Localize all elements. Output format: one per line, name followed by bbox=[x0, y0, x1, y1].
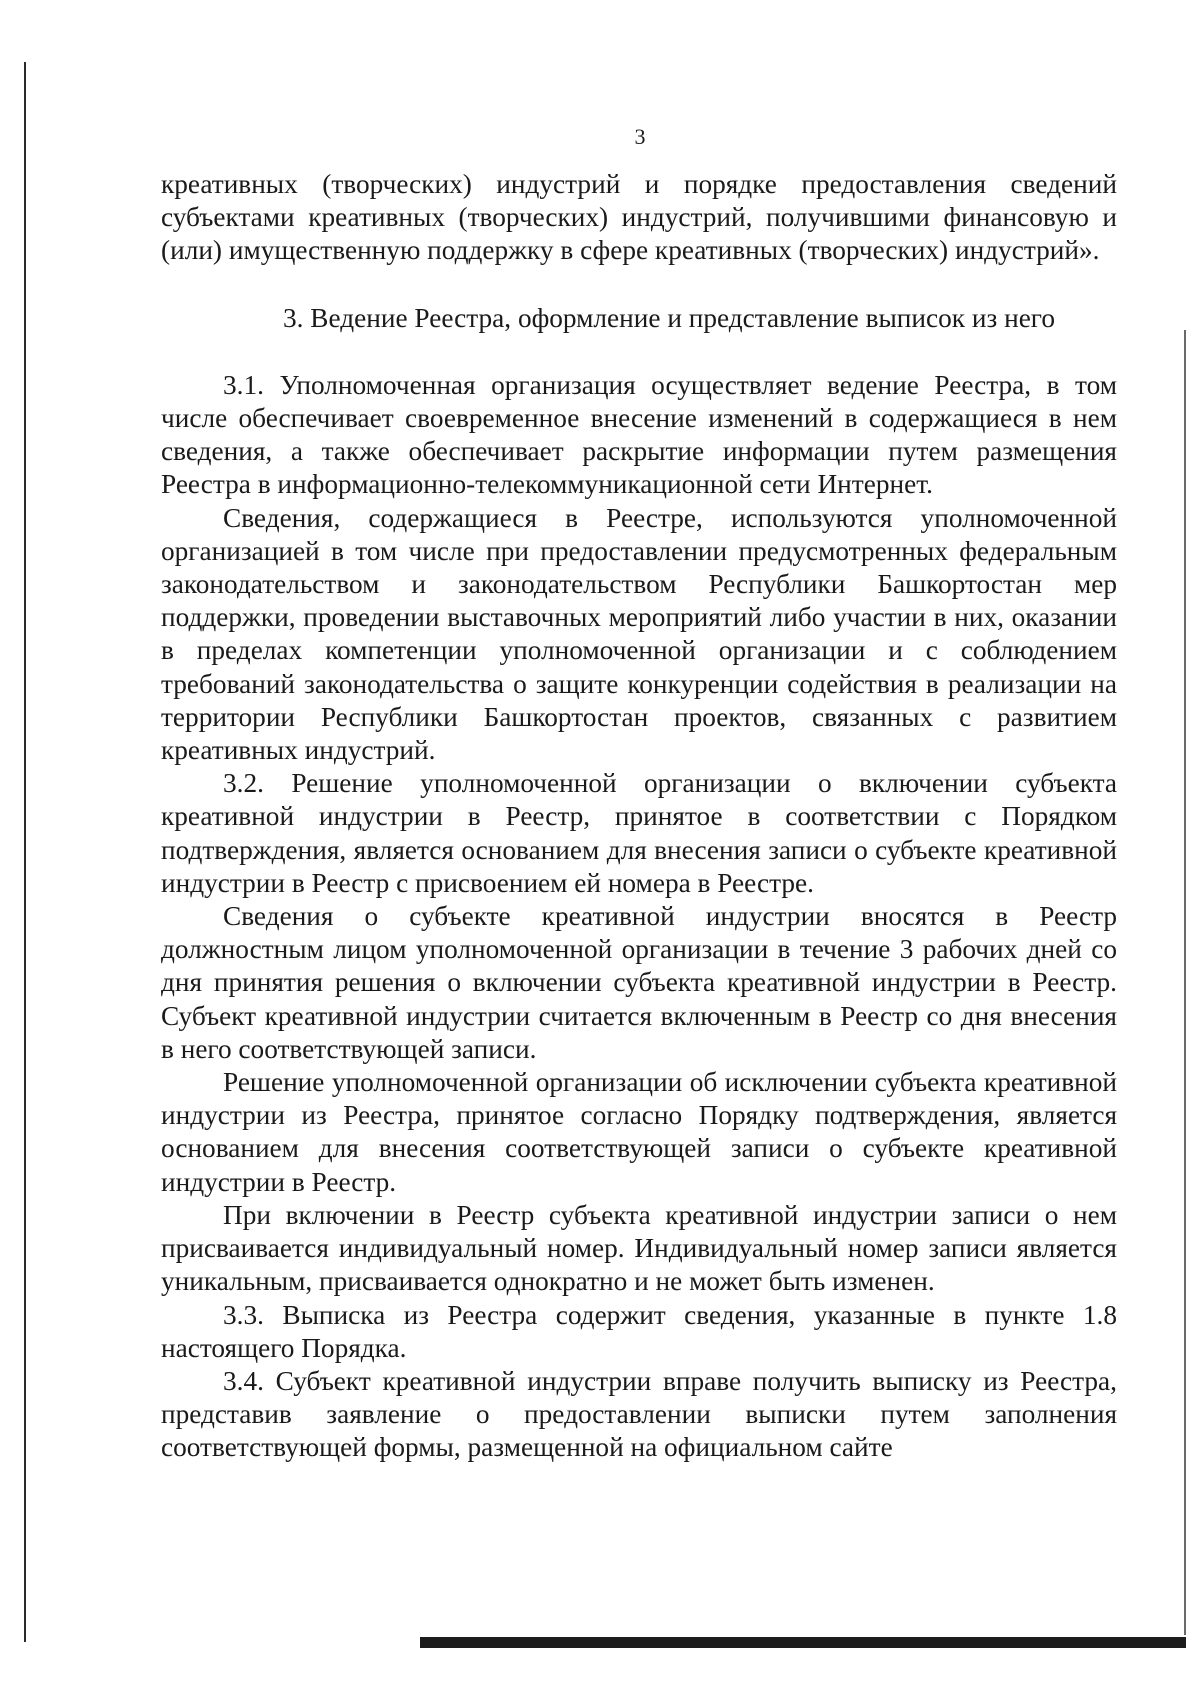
scan-border-bottom bbox=[420, 1637, 1186, 1648]
paragraph-3-2-c: Решение уполномоченной организации об исключении субъекта креативной индустрии из Реестра, принятое согласно Порядку подтверждения, является основанием для внесения соответствующей записи о субъекте креативной индустрии в Реестр. bbox=[161, 1067, 1117, 1197]
paragraph-3-1-b: Сведения, содержащиеся в Реестре, используются уполномоченной организацией в том числе при предоставлении предусмотренных федеральным законодательством и законодательством Республики Башкортостан мер поддержки, проведении выставочных мероприятий либо участии в них, оказании в пределах компетенции уполномоченной организации и с соблюдением требований законодательства о защите конкуренции содействия в реализации на территории Республики Башкортостан проектов, связанных с развитием креативных индустрий. bbox=[161, 502, 1117, 766]
paragraph-3-4: 3.4. Субъект креативной индустрии вправе получить выписку из Реестра, представив заявление о предоставлении выписки путем заполнения соответствующей формы, размещенной на официальном сайте bbox=[161, 1365, 1117, 1463]
paragraph-3-3: 3.3. Выписка из Реестра содержит сведения, указанные в пункте 1.8 настоящего Порядка. bbox=[161, 1299, 1117, 1363]
paragraph-3-1: 3.1. Уполномоченная организация осуществляет ведение Реестра, в том числе обеспечивает своевременное внесение изменений в содержащиеся в нем сведения, а также обеспечивает раскрытие информации путем размещения Реестра в информационно-телекоммуникационной сети Интернет. bbox=[161, 369, 1117, 500]
scan-border-right bbox=[1184, 330, 1186, 1635]
paragraph-3-2: 3.2. Решение уполномоченной организации о включении субъекта креативной индустрии в Реестр, принятое в соответствии с Порядком подтверждения, является основанием для внесения записи о субъекте креативной индустрии в Реестр с присвоением ей номера в Реестре. bbox=[161, 768, 1117, 898]
section-heading: 3. Ведение Реестра, оформление и представление выписок из него bbox=[283, 302, 1055, 333]
paragraph-3-2-b: Сведения о субъекте креативной индустрии вносятся в Реестр должностным лицом уполномоченной организации в течение 3 рабочих дней со дня принятия решения о включении субъекта креативной индустрии в Реестр. Субъект креативной индустрии считается включенным в Реестр со дня внесения в него соответствующей записи. bbox=[161, 901, 1117, 1064]
document-body bbox=[161, 168, 1117, 1465]
scan-border-left bbox=[24, 62, 26, 1642]
paragraph-intro: креативных (творческих) индустрий и порядке предоставления сведений субъектами креативных (творческих) индустрий, получившими финансовую и (или) имущественную поддержку в сфере креативных (творческих) индустрий». bbox=[161, 169, 1117, 266]
page-number: 3 bbox=[634, 124, 646, 149]
paragraph-3-2-d: При включении в Реестр субъекта креативной индустрии записи о нем присваивается индивидуальный номер. Индивидуальный номер записи является уникальным, присваивается однократно и не может быть изменен. bbox=[161, 1199, 1117, 1297]
